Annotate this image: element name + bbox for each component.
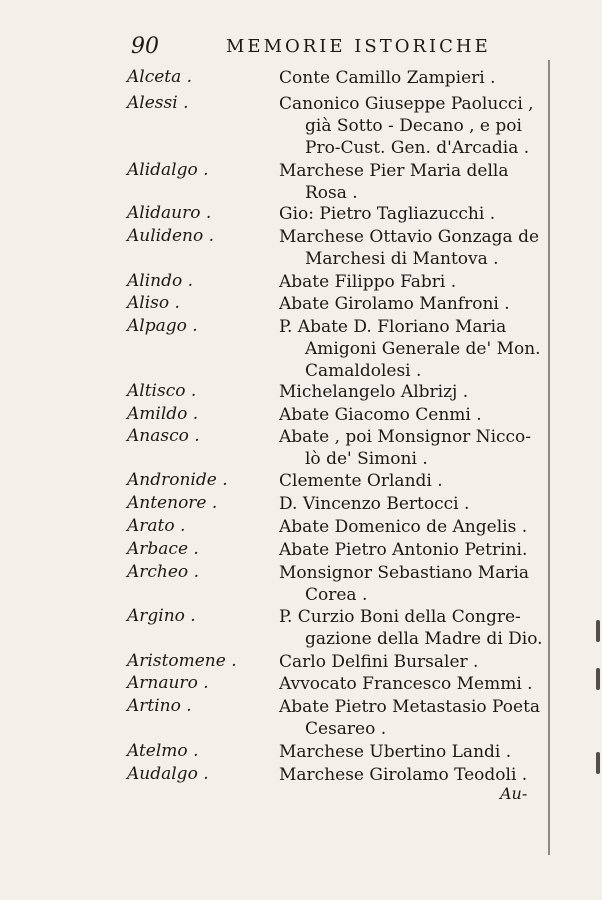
pastoral-name: Altisco . bbox=[127, 381, 197, 401]
pastoral-name: Anasco . bbox=[127, 426, 200, 446]
member-name bbox=[279, 539, 579, 561]
member-name-line: Abate Filippo Fabri . bbox=[279, 272, 457, 292]
page-header bbox=[131, 30, 511, 60]
catchword: Au- bbox=[500, 784, 528, 803]
member-name-line: Abate Pietro Metastasio Poeta bbox=[279, 697, 541, 717]
member-name-line: già Sotto - Decano , e poi bbox=[305, 116, 522, 136]
member-name bbox=[279, 562, 579, 606]
pastoral-name: Antenore . bbox=[127, 493, 218, 513]
pastoral-name: Amildo . bbox=[127, 404, 199, 424]
member-name-line: Conte Camillo Zampieri . bbox=[279, 68, 496, 88]
member-name-line: Carlo Delfini Bursaler . bbox=[279, 652, 479, 672]
member-name bbox=[279, 696, 579, 740]
member-name-line: Amigoni Generale de' Mon. bbox=[305, 339, 541, 359]
member-name bbox=[279, 67, 579, 89]
pastoral-name: Aliso . bbox=[127, 293, 180, 313]
member-name-line: Gio: Pietro Tagliazucchi . bbox=[279, 204, 496, 224]
pastoral-name: Arbace . bbox=[127, 539, 199, 559]
member-name-line: Marchese Ubertino Landi . bbox=[279, 742, 512, 762]
member-name-line: Abate Domenico de Angelis . bbox=[279, 517, 528, 537]
member-name bbox=[279, 651, 579, 673]
member-name-line: Marchese Ottavio Gonzaga de bbox=[279, 227, 540, 247]
running-title: MEMORIE ISTORICHE bbox=[226, 36, 491, 57]
member-name-line: Marchese Girolamo Teodoli . bbox=[279, 765, 528, 785]
pastoral-name: Artino . bbox=[127, 696, 192, 716]
member-name bbox=[279, 93, 579, 159]
pastoral-name: Arnauro . bbox=[127, 673, 209, 693]
pastoral-name: Alessi . bbox=[127, 93, 189, 113]
member-name-line: Monsignor Sebastiano Maria bbox=[279, 563, 530, 583]
pastoral-name: Aulideno . bbox=[127, 226, 215, 246]
pastoral-name: Andronide . bbox=[127, 470, 228, 490]
member-name-line: Corea . bbox=[305, 585, 368, 605]
member-name bbox=[279, 741, 579, 763]
member-name-line: Abate Girolamo Manfroni . bbox=[279, 294, 510, 314]
member-name-line: P. Curzio Boni della Congre- bbox=[279, 607, 521, 627]
member-name-line: Camaldolesi . bbox=[305, 361, 422, 381]
pastoral-name: Alceta . bbox=[127, 67, 193, 87]
pastoral-name: Alidalgo . bbox=[127, 160, 209, 180]
member-name-line: Avvocato Francesco Memmi . bbox=[279, 674, 533, 694]
member-name-line: Marchesi di Mantova . bbox=[305, 249, 499, 269]
member-name-line: gazione della Madre di Dio. bbox=[305, 629, 543, 649]
member-name-line: Abate Giacomo Cenmi . bbox=[279, 405, 482, 425]
pastoral-name: Audalgo . bbox=[127, 764, 209, 784]
member-name bbox=[279, 404, 579, 426]
member-name bbox=[279, 673, 579, 695]
member-name bbox=[279, 271, 579, 293]
member-name-line: Cesareo . bbox=[305, 719, 387, 739]
page-edge-rule bbox=[548, 60, 550, 855]
member-name-line: Clemente Orlandi . bbox=[279, 471, 443, 491]
member-name bbox=[279, 160, 579, 204]
margin-mark bbox=[596, 668, 600, 690]
pastoral-name: Argino . bbox=[127, 606, 196, 626]
member-name bbox=[279, 606, 579, 650]
member-name-line: P. Abate D. Floriano Maria bbox=[279, 317, 507, 337]
page-number: 90 bbox=[131, 34, 159, 59]
member-name-line: Michelangelo Albrizj . bbox=[279, 382, 469, 402]
member-name-line: Pro-Cust. Gen. d'Arcadia . bbox=[305, 138, 530, 158]
member-name-line: Canonico Giuseppe Paolucci , bbox=[279, 94, 534, 114]
member-name bbox=[279, 226, 579, 270]
member-name-line: Rosa . bbox=[305, 183, 358, 203]
member-name bbox=[279, 203, 579, 225]
member-name-line: lò de' Simoni . bbox=[305, 449, 428, 469]
member-name bbox=[279, 493, 579, 515]
margin-mark bbox=[596, 752, 600, 774]
margin-mark bbox=[596, 620, 600, 642]
member-name bbox=[279, 470, 579, 492]
member-name-line: Marchese Pier Maria della bbox=[279, 161, 509, 181]
member-name bbox=[279, 516, 579, 538]
pastoral-name: Arato . bbox=[127, 516, 186, 536]
pastoral-name: Alpago . bbox=[127, 316, 198, 336]
member-name bbox=[279, 426, 579, 470]
member-name bbox=[279, 316, 579, 382]
member-name bbox=[279, 764, 579, 786]
pastoral-name: Atelmo . bbox=[127, 741, 199, 761]
member-name bbox=[279, 293, 579, 315]
member-name-line: Abate Pietro Antonio Petrini. bbox=[279, 540, 528, 560]
pastoral-name: Alindo . bbox=[127, 271, 194, 291]
member-name-line: Abate , poi Monsignor Nicco- bbox=[279, 427, 532, 447]
pastoral-name: Aristomene . bbox=[127, 651, 237, 671]
member-name bbox=[279, 381, 579, 403]
pastoral-name: Archeo . bbox=[127, 562, 199, 582]
pastoral-name: Alidauro . bbox=[127, 203, 212, 223]
member-name-line: D. Vincenzo Bertocci . bbox=[279, 494, 470, 514]
